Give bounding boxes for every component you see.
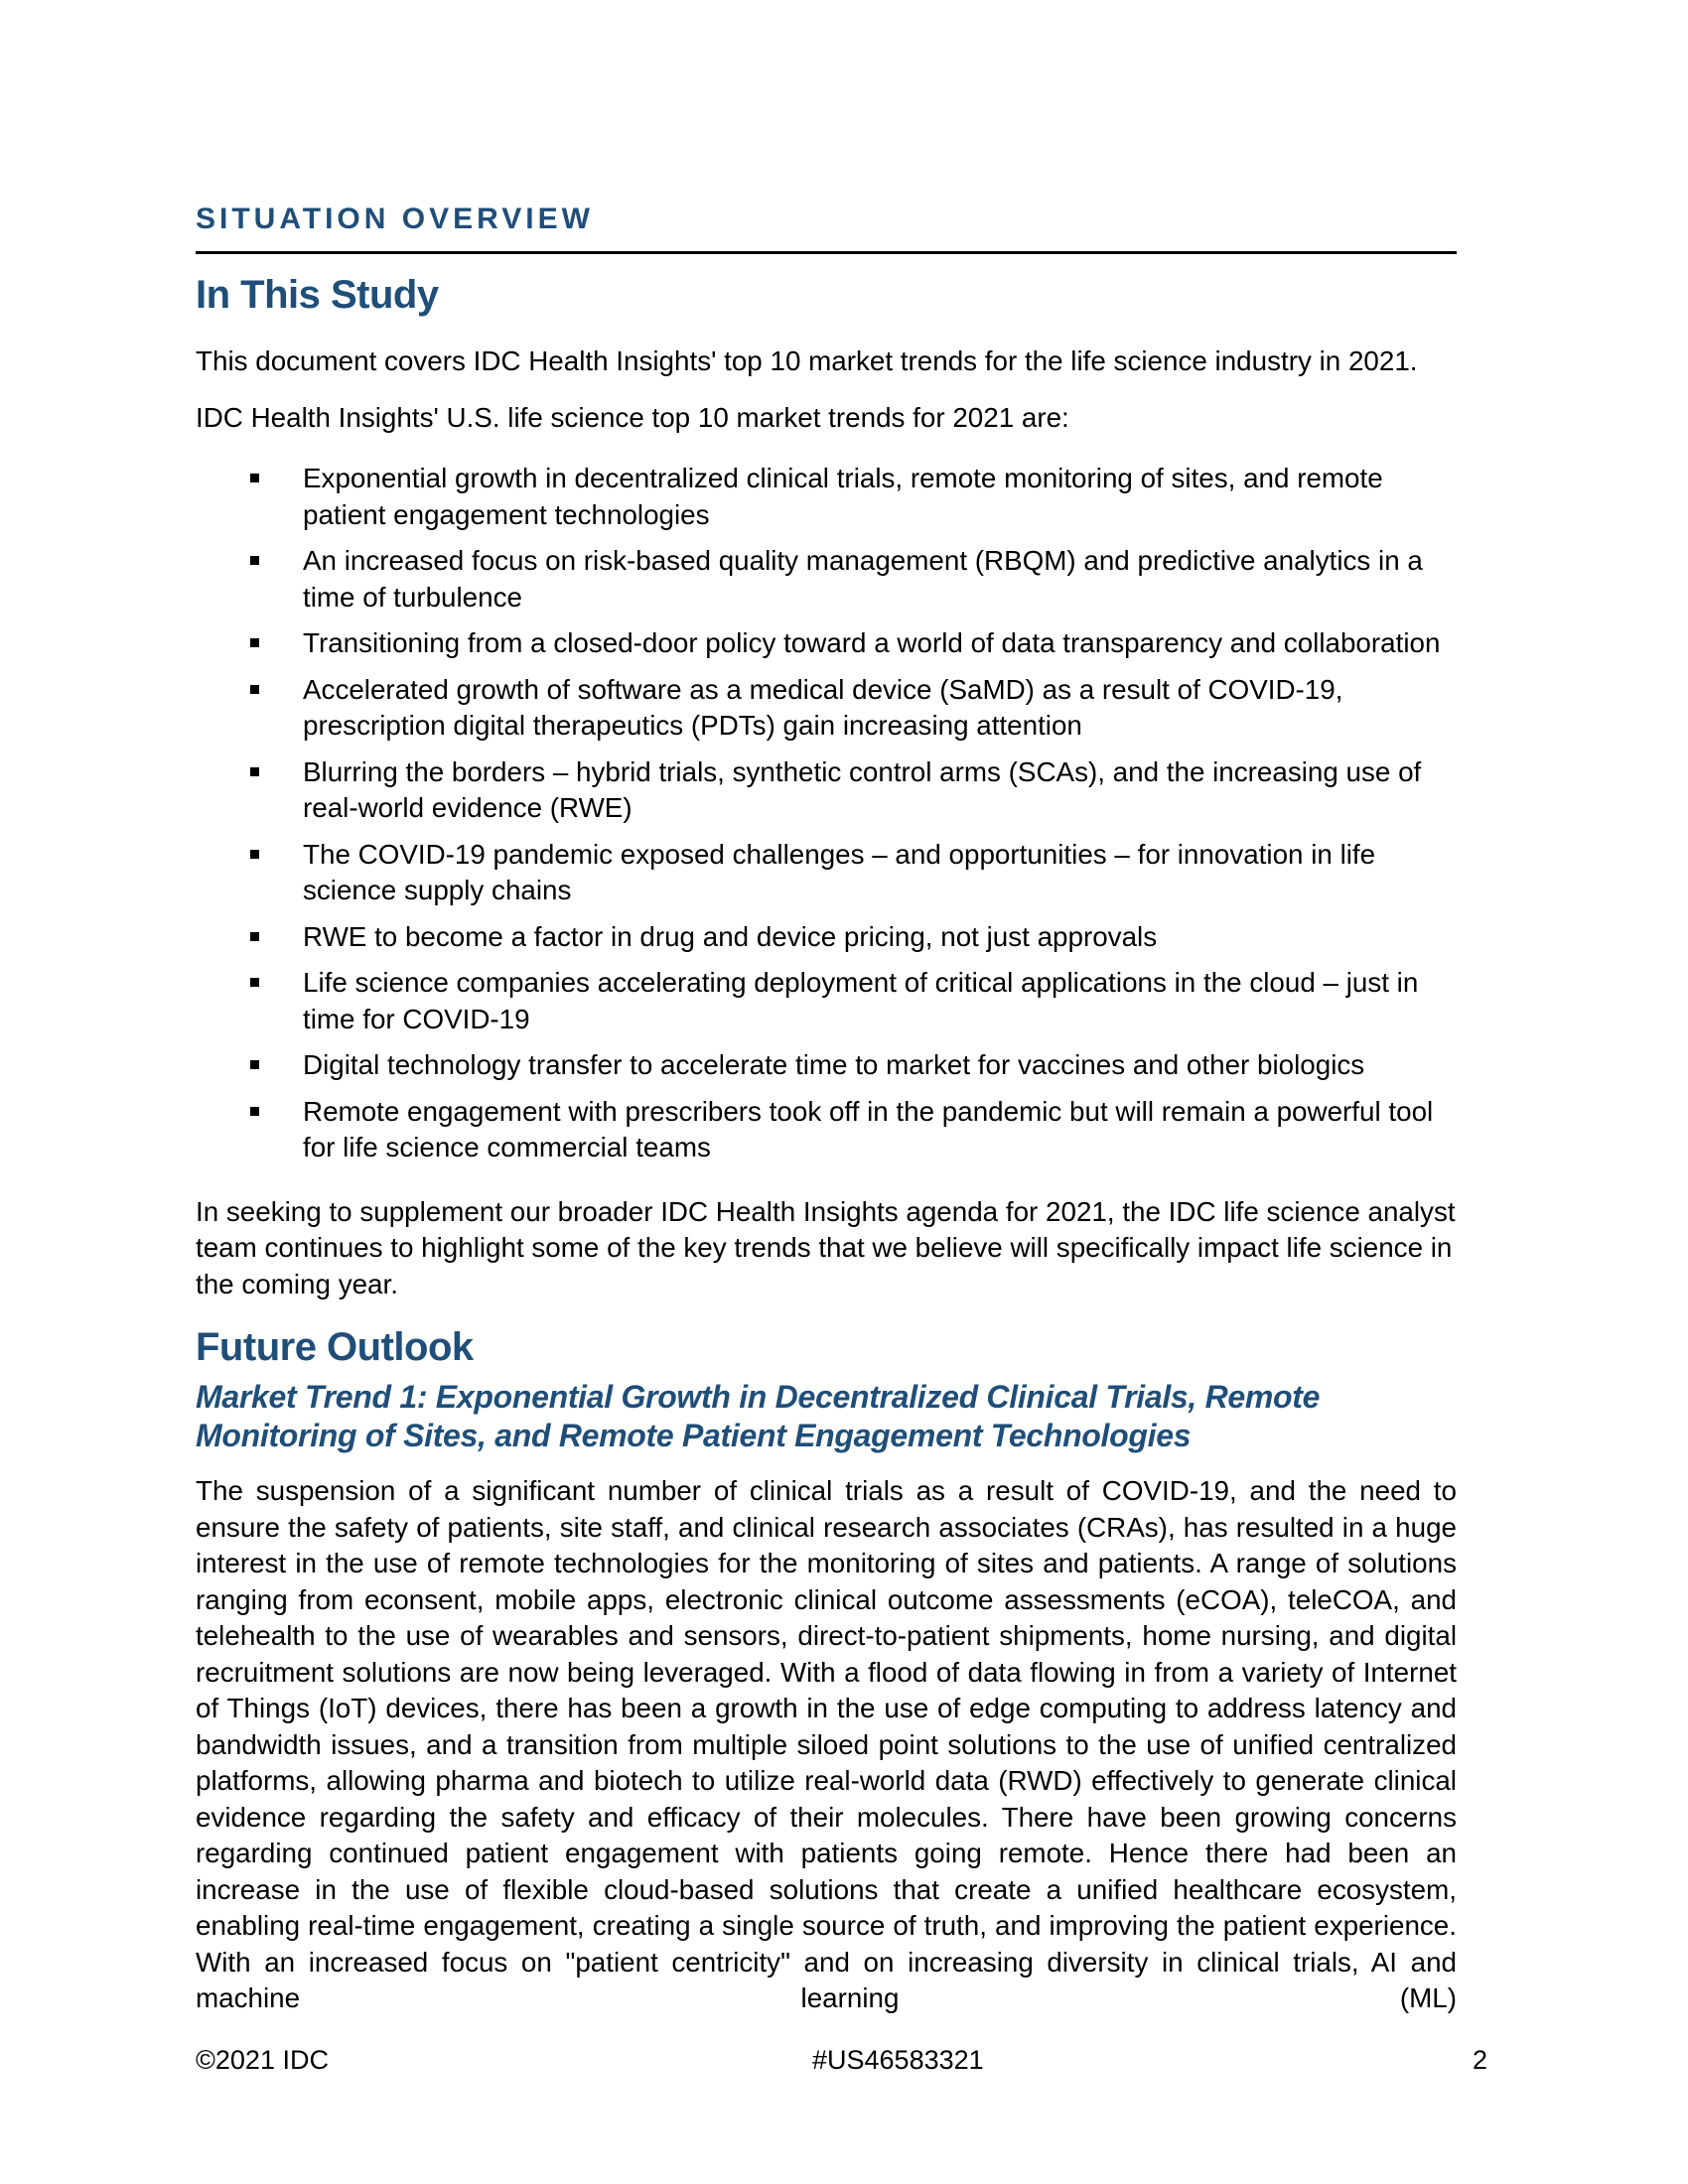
square-bullet-icon xyxy=(250,767,259,776)
section-divider-rule xyxy=(196,251,1457,254)
square-bullet-icon xyxy=(250,474,259,482)
list-item xyxy=(196,837,1457,909)
square-bullet-icon xyxy=(250,556,259,565)
list-item xyxy=(196,461,1457,533)
list-item-text: Accelerated growth of software as a medical device (SaMD) as a result of COVID-19, prescription digital therapeutics (PDTs) gain increasing attention xyxy=(303,673,1343,741)
list-item-text: RWE to become a factor in drug and device pricing, not just approvals xyxy=(303,920,1158,952)
list-item-text: Life science companies accelerating deployment of critical applications in the cloud – just in time for COVID-19 xyxy=(303,967,1419,1034)
closing-paragraph: In seeking to supplement our broader IDC Health Insights agenda for 2021, the IDC life science analyst team continues to highlight some of the key trends that we believe will specifically impact life science in the coming year. xyxy=(196,1195,1456,1299)
list-lead-paragraph: IDC Health Insights' U.S. life science top 10 market trends for 2021 are: xyxy=(196,401,1069,433)
market-trend-1-heading: Market Trend 1: Exponential Growth in Decentralized Clinical Trials, Remote Monitoring of Sites, and Remote Patient Engagement Technologies xyxy=(196,1379,1321,1453)
square-bullet-icon xyxy=(250,978,259,987)
trend-1-paragraph: The suspension of a significant number of clinical trials as a result of COVID-19, and the need to ensure the safety of patients, site staff, and clinical research associates (CRAs), has resulted in a huge interest in the use of remote technologies for the monitoring of sites and patients. A range of solutions ranging from econsent, mobile apps, electronic clinical outcome assessments (eCOA), teleCOA, and telehealth to the use of wearables and sensors, direct-to-patient shipments, home nursing, and digital recruitment solutions are now being leveraged. With a flood of data flowing in from a variety of Internet of Things (IoT) devices, there has been a growth in the use of edge computing to address latency and bandwidth issues, and a transition from multiple siloed point solutions to the use of unified centralized platforms, allowing pharma and biotech to utilize real-world data (RWD) effectively to generate clinical evidence regarding the safety and efficacy of their molecules. There have been growing concerns regarding continued patient engagement with patients going remote. Hence there had been an increase in the use of flexible cloud-based solutions that create a unified healthcare ecosystem, enabling real-time engagement, creating a single source of truth, and improving the patient experience. With an increased focus on "patient centricity" and on increasing diversity in clinical trials, AI and machine learning (ML) xyxy=(196,1475,1457,2013)
list-item-text: Digital technology transfer to accelerate time to market for vaccines and other biologics xyxy=(303,1049,1365,1080)
list-item-text: Exponential growth in decentralized clinical trials, remote monitoring of sites, and remote patient engagement technologies xyxy=(303,463,1383,530)
list-item xyxy=(196,1094,1457,1166)
list-item-text: Blurring the borders – hybrid trials, synthetic control arms (SCAs), and the increasing use of real-world evidence (RWE) xyxy=(303,755,1422,823)
list-item xyxy=(196,754,1457,827)
square-bullet-icon xyxy=(250,1060,259,1069)
list-item-text: An increased focus on risk-based quality management (RBQM) and predictive analytics in a time of turbulence xyxy=(303,545,1423,613)
study-heading: In This Study xyxy=(196,273,439,317)
intro-paragraph: This document covers IDC Health Insights' top 10 market trends for the life science industry in 2021. xyxy=(196,345,1418,376)
future-outlook-heading: Future Outlook xyxy=(196,1325,474,1369)
square-bullet-icon xyxy=(250,685,259,694)
list-item xyxy=(196,965,1457,1037)
list-item xyxy=(196,625,1457,662)
list-item xyxy=(196,919,1457,956)
list-item-text: Transitioning from a closed-door policy toward a world of data transparency and collaboration xyxy=(303,627,1441,658)
footer-page-number: 2 xyxy=(1473,2045,1488,2075)
square-bullet-icon xyxy=(250,638,259,647)
square-bullet-icon xyxy=(250,1107,259,1116)
page-content xyxy=(196,0,1457,2017)
list-item xyxy=(196,1047,1457,1084)
list-item xyxy=(196,543,1457,615)
list-item-text: Remote engagement with prescribers took off in the pandemic but will remain a powerful tool for life science commercial teams xyxy=(303,1095,1434,1162)
footer-copyright: ©2021 IDC xyxy=(196,2045,329,2075)
square-bullet-icon xyxy=(250,932,259,941)
square-bullet-icon xyxy=(250,850,259,859)
footer-doc-id: #US46583321 xyxy=(812,2045,984,2075)
list-item-text: The COVID-19 pandemic exposed challenges – and opportunities – for innovation in life science supply chains xyxy=(303,838,1376,905)
list-item xyxy=(196,672,1457,745)
market-trends-list xyxy=(196,461,1457,1166)
section-heading: SITUATION OVERVIEW xyxy=(196,203,594,235)
